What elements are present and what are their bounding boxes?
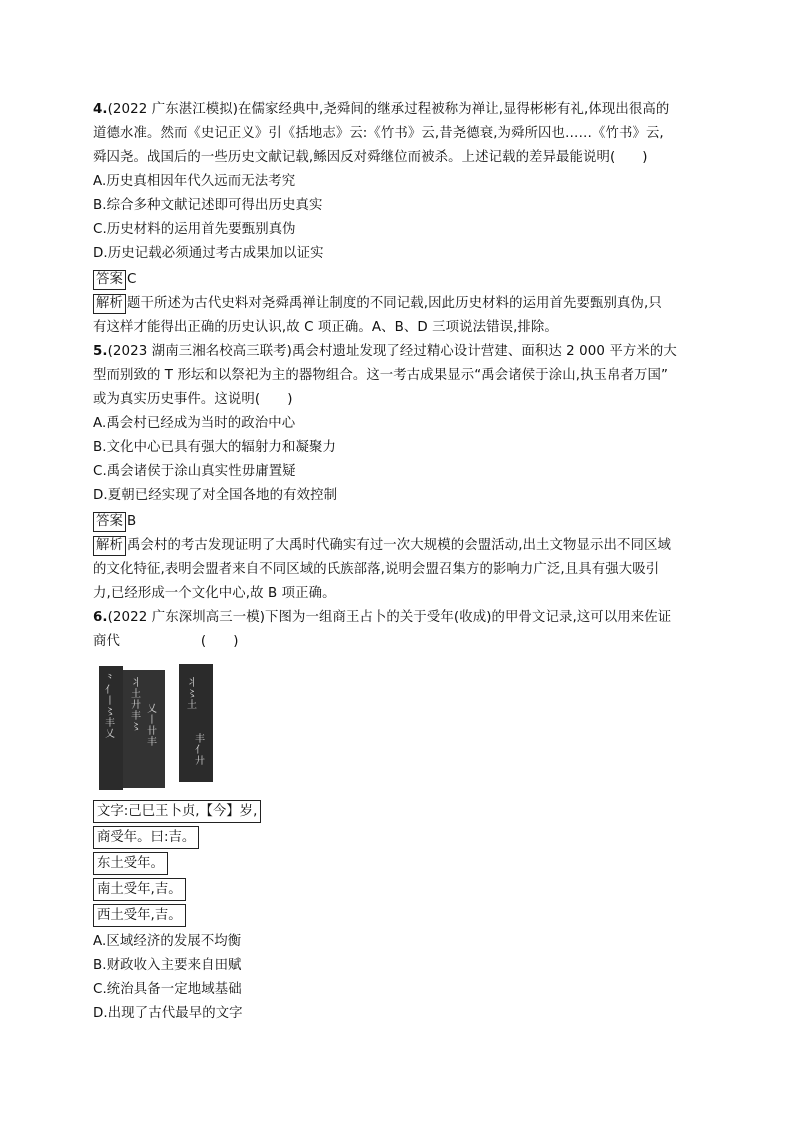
q6-option-c: C.统治具备一定地域基础 [93,982,242,997]
q5-option-a: A.禹会村已经成为当时的政治中心 [93,416,296,431]
q4-option-d: D.历史记载必须通过考古成果加以证实 [93,246,324,261]
oracle-glyph: 丰 亻 廾 [195,734,205,767]
q5-option-d: D.夏朝已经实现了对全国各地的有效控制 [93,488,338,503]
q5-answer: 答案 B [93,510,705,534]
question-number: 5. [93,344,108,359]
q4-analysis: 解析 题干所述为古代史料对尧舜禹禅让制度的不同记载,因此历史材料的运用首先要甄别真伪,只 [93,292,705,316]
q6-option-d: D.出现了古代最早的文字 [93,1006,243,1021]
q4-stem-line: 道德水准。然而《史记正义》引《括地志》云:《竹书》云,昔尧德衰,为舜所囚也……《竹书》云, [93,126,664,141]
q4-stem-line: 4.(2022 广东湛江模拟)在儒家经典中,尧舜间的继承过程被称为禅让,显得彬彬有礼,体现出很高的 [93,102,670,117]
document-page [93,98,705,1026]
q5-option-b: B.文化中心已具有强大的辐射力和凝聚力 [93,440,336,455]
oracle-glyph: ⺀ 亻 丨 〻 丰 乂 [105,674,115,740]
caption-line: 文字:己巳王卜贞,【今】岁, [93,800,705,823]
q5-analysis-line: 的文化特征,表明会盟者来自不同区域的氏族部落,说明会盟召集方的影响力广泛,且具有强大吸引 [93,562,660,577]
caption-line: 商受年。曰:吉。 [93,826,705,849]
q5-stem-line: 或为真实历史事件。这说明( ) [93,392,293,407]
q4-stem-line: 舜囚尧。战国后的一些历史文献记载,鲧因反对舜继位而被杀。上述记载的差异最能说明( ) [93,150,648,165]
q6-stem-line: 商代 ( ) [93,634,239,649]
q4-answer: 答案 C [93,268,705,292]
caption-line: 西土受年,吉。 [93,904,705,927]
q5-stem-line: 5.(2023 湖南三湘名校高三联考)禹会村遗址发现了经过精心设计营建、面积达 2 000 平方米的大 [93,344,677,359]
q4-analysis-line: 有这样才能得出正确的历史认识,故 C 项正确。A、B、D 三项说法错误,排除。 [93,320,558,335]
caption-line: 东土受年。 [93,852,705,875]
q5-analysis-line: 力,已经形成一个文化中心,故 B 项正确。 [93,586,336,601]
oracle-glyph: 丬 土 廾 丰 〻 [131,678,141,733]
oracle-bone-fragment [123,670,165,788]
q6-stem-line: 6.(2022 广东深圳高三一模)下图为一组商王占卜的关于受年(收成)的甲骨文记录,这可以用来佐证 [93,610,672,625]
answer-label: 答案 [93,512,126,532]
oracle-bone-image [99,664,229,794]
analysis-label: 解析 [93,536,126,556]
question-number: 4. [93,102,108,117]
q6-option-b: B.财政收入主要来自田赋 [93,958,242,973]
caption-line: 南土受年,吉。 [93,878,705,901]
q4-option-b: B.综合多种文献记述即可得出历史真实 [93,198,323,213]
q4-option-a: A.历史真相因年代久远而无法考究 [93,174,296,189]
q5-option-c: C.禹会诸侯于涂山真实性毋庸置疑 [93,464,296,479]
q4-option-c: C.历史材料的运用首先要甄别真伪 [93,222,296,237]
q5-analysis: 解析 禹会村的考古发现证明了大禹时代确实有过一次大规模的会盟活动,出土文物显示出不同区域 [93,534,705,558]
oracle-glyph: 乂 丨 卄 丰 [147,704,157,748]
oracle-glyph: 丬 〻 土 [187,678,197,711]
q6-option-a: A.区域经济的发展不均衡 [93,934,242,949]
question-number: 6. [93,610,108,625]
answer-label: 答案 [93,270,126,290]
q5-stem-line: 型而别致的 T 形坛和以祭祀为主的器物组合。这一考古成果显示“禹会诸侯于涂山,执玉帛者万国” [93,368,669,383]
analysis-label: 解析 [93,294,126,314]
